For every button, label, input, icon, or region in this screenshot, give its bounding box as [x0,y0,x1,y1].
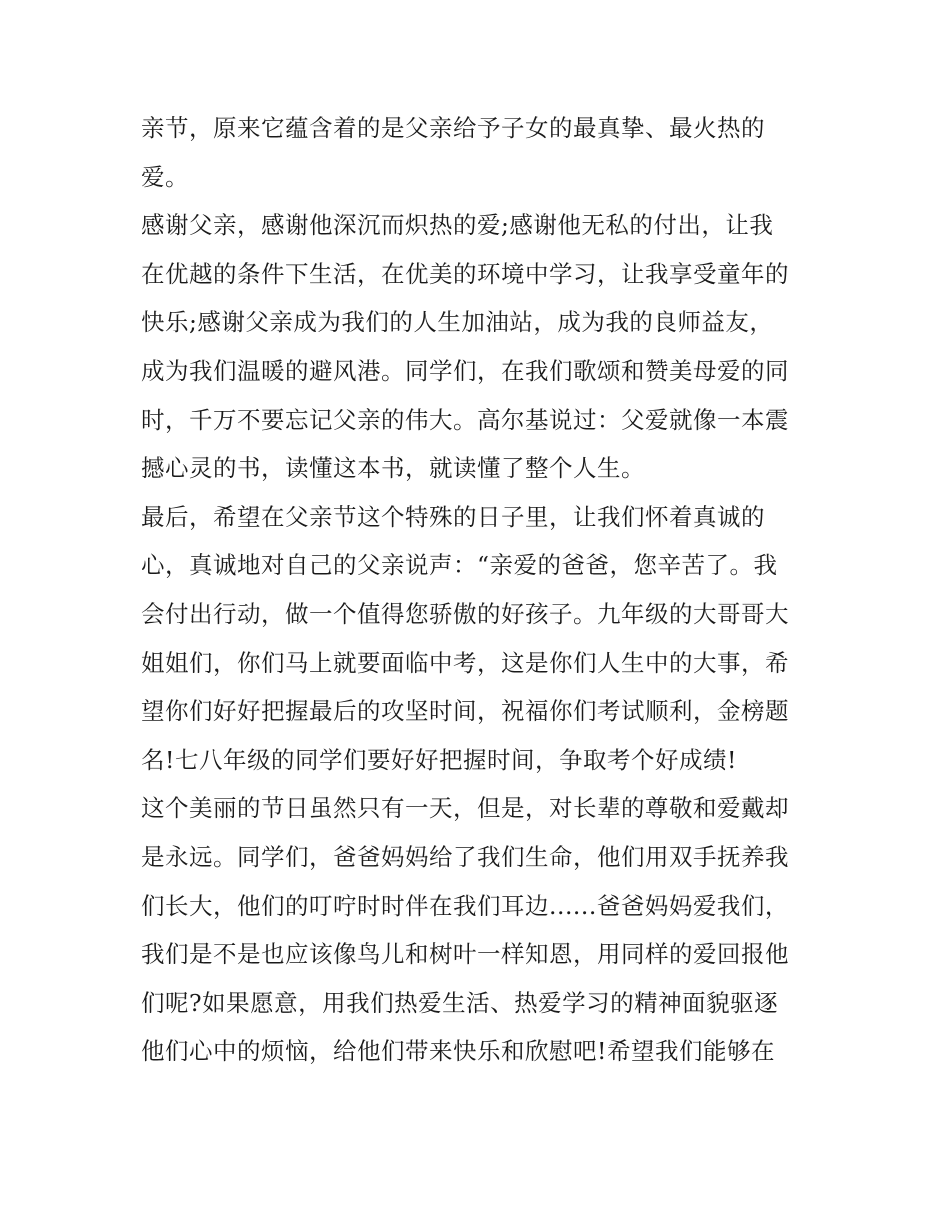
text-line: 们呢?如果愿意，用我们热爱生活、热爱学习的精神面貌驱逐 [141,988,779,1017]
text-line: 亲节，原来它蕴含着的是父亲给予子女的最真挚、最火热的 [141,114,765,142]
text-line: 在优越的条件下生活，在优美的环境中学习，让我享受童年的 [141,259,789,288]
text-line: 成为我们温暖的避风港。同学们，在我们歌颂和赞美母爱的同 [141,356,789,385]
text-line: 姐姐们，你们马上就要面临中考，这是你们人生中的大事，希 [141,648,789,677]
body-text [141,104,821,1076]
text-line: 我们是不是也应该像鸟儿和树叶一样知恩，用同样的爱回报他 [141,940,789,969]
text-line: 最后，希望在父亲节这个特殊的日子里，让我们怀着真诚的 [141,502,765,531]
text-line: 这个美丽的节日虽然只有一天，但是，对长辈的尊敬和爱戴却 [141,794,789,823]
text-line: 名!七八年级的同学们要好好把握时间，争取考个好成绩! [141,745,737,774]
text-line: 感谢父亲，感谢他深沉而炽热的爱;感谢他无私的付出，让我 [141,211,774,240]
text-line: 会付出行动，做一个值得您骄傲的好孩子。九年级的大哥哥大 [141,599,789,628]
text-line: 望你们好好把握最后的攻坚时间，祝福你们考试顺利，金榜题 [141,697,789,726]
text-line: 时，千万不要忘记父亲的伟大。高尔基说过：父爱就像一本震 [141,405,789,434]
text-line: 撼心灵的书，读懂这本书，就读懂了整个人生。 [141,454,645,483]
text-line: 他们心中的烦恼，给他们带来快乐和欣慰吧!希望我们能够在 [141,1037,775,1066]
text-line: 心，真诚地对自己的父亲说声：“亲爱的爸爸，您辛苦了。我 [141,551,778,580]
text-line: 快乐;感谢父亲成为我们的人生加油站，成为我的良师益友， [141,308,774,337]
text-line: 们长大，他们的叮咛时时伴在我们耳边......爸爸妈妈爱我们， [141,891,789,920]
text-line: 爱。 [141,162,189,191]
text-line: 是永远。同学们，爸爸妈妈给了我们生命，他们用双手抚养我 [141,842,789,871]
